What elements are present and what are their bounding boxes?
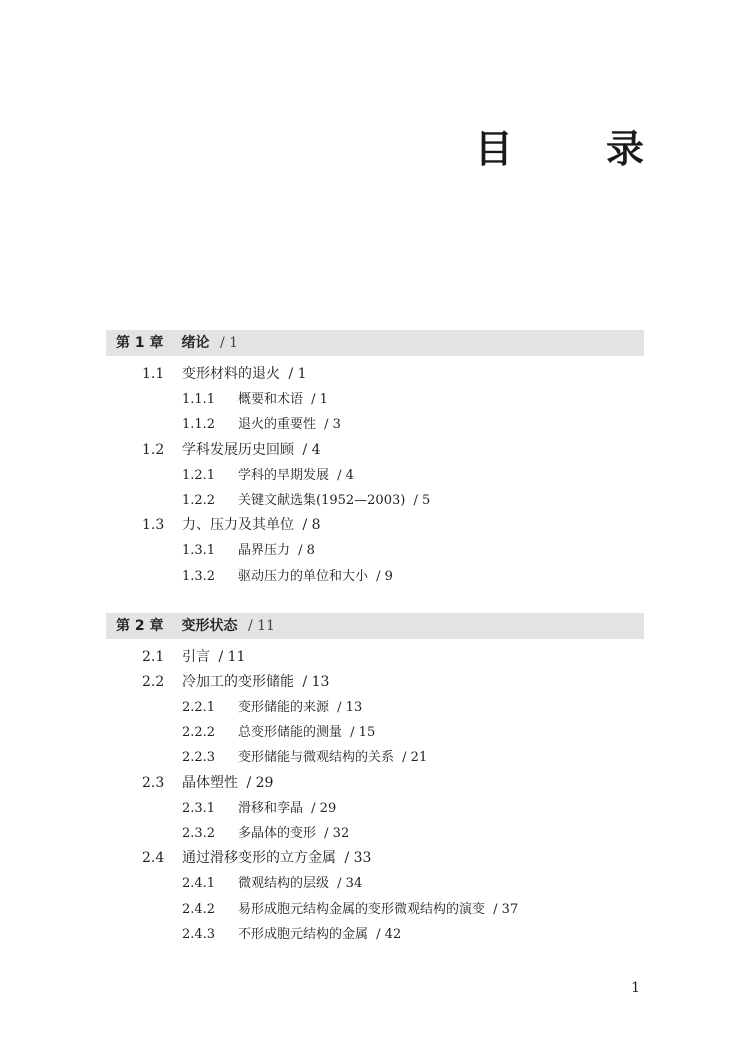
subsection-title: 易形成胞元结构金属的变形微观结构的演变 — [238, 901, 486, 917]
toc-section[interactable] — [106, 645, 644, 670]
section-title: 晶体塑性 — [182, 774, 238, 791]
section-page: / 4 — [302, 441, 321, 458]
toc-subsection[interactable] — [106, 695, 644, 720]
section-page: / 11 — [218, 648, 246, 665]
subsection-number: 2.2.3 — [182, 750, 216, 766]
page-title: 目 录 — [474, 126, 684, 171]
subsection-title: 概要和术语 — [238, 392, 304, 408]
toc-subsection[interactable] — [106, 897, 644, 922]
subsection-page: / 29 — [311, 800, 337, 816]
section-title: 变形材料的退火 — [182, 366, 280, 382]
subsection-title: 驱动压力的单位和大小 — [238, 568, 369, 584]
subsection-page: / 15 — [350, 725, 376, 741]
chapter-title: 变形状态 — [181, 617, 238, 634]
chapter-page: / 11 — [247, 617, 275, 634]
chapter-number: 第 2 章 — [116, 617, 164, 634]
subsection-number: 1.2.1 — [182, 467, 216, 483]
subsection-page: / 37 — [493, 901, 519, 917]
section-number: 2.4 — [142, 850, 165, 867]
section-number: 1.1 — [142, 366, 165, 382]
toc-subsection[interactable] — [106, 821, 644, 846]
table-of-contents — [106, 330, 644, 971]
subsection-title: 总变形储能的测量 — [238, 725, 343, 741]
chapter-page: / 1 — [219, 335, 239, 351]
chapter — [106, 613, 644, 947]
section-page: / 29 — [246, 774, 274, 791]
chapter-header[interactable] — [106, 330, 644, 356]
subsection-number: 1.1.1 — [182, 392, 216, 408]
toc-section[interactable] — [106, 771, 644, 796]
subsection-title: 变形储能的来源 — [238, 700, 330, 716]
toc-subsection[interactable] — [106, 412, 644, 437]
toc-section[interactable] — [106, 438, 644, 463]
subsection-page: / 34 — [337, 876, 363, 892]
chapter-header[interactable] — [106, 613, 644, 639]
toc-subsection[interactable] — [106, 871, 644, 896]
section-title: 冷加工的变形储能 — [182, 673, 294, 690]
section-number: 2.2 — [142, 673, 165, 690]
subsection-number: 1.3.1 — [182, 543, 216, 559]
chapter-title: 绪论 — [181, 335, 210, 351]
subsection-number: 2.2.1 — [182, 700, 216, 716]
subsection-page: / 13 — [337, 700, 363, 716]
subsection-number: 2.4.1 — [182, 876, 216, 892]
section-page: / 1 — [288, 366, 307, 382]
section-number: 1.3 — [142, 517, 165, 534]
toc-section[interactable] — [106, 670, 644, 695]
toc-subsection[interactable] — [106, 745, 644, 770]
toc-subsection[interactable] — [106, 922, 644, 947]
toc-section[interactable] — [106, 846, 644, 871]
toc-subsection[interactable] — [106, 488, 644, 513]
section-number: 2.3 — [142, 774, 165, 791]
subsection-title: 不形成胞元结构的金属 — [238, 926, 369, 942]
chapter — [106, 330, 644, 589]
subsection-page: / 4 — [337, 467, 354, 483]
toc-subsection[interactable] — [106, 796, 644, 821]
toc-subsection[interactable] — [106, 387, 644, 412]
toc-subsection[interactable] — [106, 463, 644, 488]
subsection-number: 2.2.2 — [182, 725, 216, 741]
subsection-number: 2.3.1 — [182, 800, 216, 816]
page-number: 1 — [631, 980, 640, 996]
section-number: 1.2 — [142, 441, 165, 458]
subsection-number: 1.1.2 — [182, 417, 216, 433]
subsection-title: 变形储能与微观结构的关系 — [238, 750, 395, 766]
subsection-page: / 9 — [376, 568, 393, 584]
subsection-number: 2.4.2 — [182, 901, 216, 917]
subsection-page: / 1 — [311, 392, 328, 408]
subsection-page: / 8 — [298, 543, 315, 559]
toc-section[interactable] — [106, 362, 644, 387]
section-title: 引言 — [182, 648, 210, 665]
subsection-page: / 3 — [324, 417, 341, 433]
toc-section[interactable] — [106, 513, 644, 538]
section-page: / 33 — [344, 850, 372, 867]
subsection-page: / 5 — [413, 492, 431, 508]
toc-subsection[interactable] — [106, 720, 644, 745]
subsection-number: 1.3.2 — [182, 568, 216, 584]
subsection-title: 微观结构的层级 — [238, 876, 330, 892]
section-title: 学科发展历史回顾 — [182, 441, 294, 458]
subsection-page: / 21 — [402, 750, 428, 766]
subsection-number: 2.3.2 — [182, 826, 216, 841]
section-number: 2.1 — [142, 648, 165, 665]
subsection-title: 晶界压力 — [238, 543, 291, 559]
chapter-number: 第 1 章 — [116, 335, 164, 351]
subsection-number: 2.4.3 — [182, 926, 216, 942]
toc-subsection[interactable] — [106, 538, 644, 563]
subsection-title: 滑移和孪晶 — [238, 800, 304, 816]
section-title: 通过滑移变形的立方金属 — [182, 850, 336, 867]
toc-subsection[interactable] — [106, 564, 644, 589]
subsection-title: 退火的重要性 — [238, 417, 317, 433]
section-title: 力、压力及其单位 — [182, 517, 294, 534]
section-page: / 8 — [302, 517, 321, 534]
subsection-title: 多晶体的变形 — [238, 826, 317, 841]
section-page: / 13 — [302, 673, 330, 690]
subsection-number: 1.2.2 — [182, 492, 216, 508]
subsection-page: / 32 — [324, 826, 350, 841]
subsection-title: 关键文献选集(1952—2003) — [238, 492, 406, 508]
subsection-title: 学科的早期发展 — [238, 467, 330, 483]
subsection-page: / 42 — [376, 926, 402, 942]
